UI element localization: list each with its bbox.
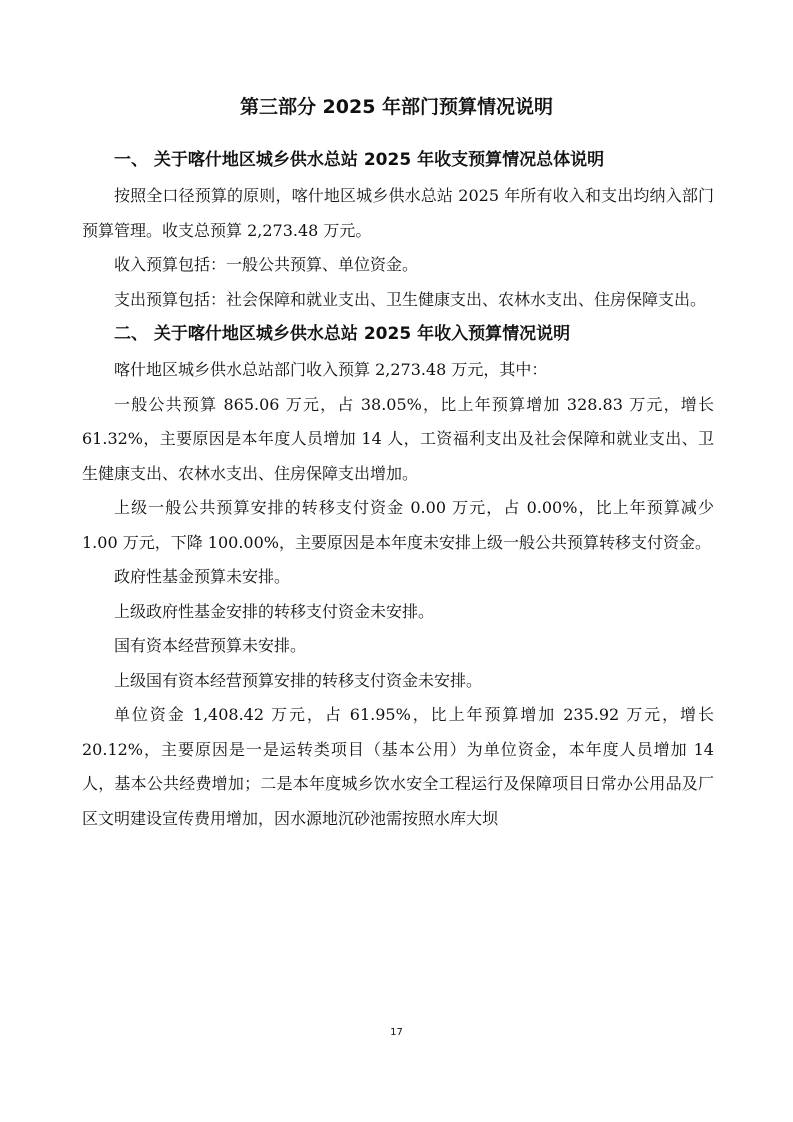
paragraph: 上级政府性基金安排的转移支付资金未安排。 xyxy=(114,601,435,621)
paragraph: 收入预算包括：一般公共预算、单位资金。 xyxy=(114,255,419,274)
paragraph: 政府性基金预算未安排。 xyxy=(114,567,291,586)
section-heading-2: 二、 关于喀什地区城乡供水总站 2025 年收入预算情况说明 xyxy=(114,324,571,344)
paragraph: 支出预算包括：社会保障和就业支出、卫生健康支出、农林水支出、住房保障支出。 xyxy=(114,289,707,309)
paragraph: 国有资本经营预算未安排。 xyxy=(114,636,307,655)
paragraph: 按照全口径预算的原则，喀什地区城乡供水总站 2025 年所有收入和支出均纳入部门预算管理。收支总预算 2,273.48 万元。 xyxy=(82,186,714,240)
page-title: 第三部分 2025 年部门预算情况说明 xyxy=(239,96,554,118)
page-number: 17 xyxy=(390,1027,403,1038)
paragraph: 喀什地区城乡供水总站部门收入预算 2,273.48 万元，其中： xyxy=(114,360,548,379)
section-heading-1: 一、 关于喀什地区城乡供水总站 2025 年收支预算情况总体说明 xyxy=(114,150,605,170)
paragraph: 单位资金 1,408.42 万元，占 61.95%，比上年预算增加 235.92 万元，增长 20.12%，主要原因是一是运转类项目（基本公用）为单位资金，本年度人员增加 14 人，基本公共经费增加；二是本年度城乡饮水安全工程运行及保障项目日常办公用品及厂区文明建设宣传费用增加，因水源地沉砂池需按照水库大坝 xyxy=(82,705,714,828)
paragraph: 上级国有资本经营预算安排的转移支付资金未安排。 xyxy=(114,670,483,690)
paragraph: 一般公共预算 865.06 万元，占 38.05%，比上年预算增加 328.83 万元，增长 61.32%，主要原因是本年度人员增加 14 人，工资福利支出及社会保障和就业支出、卫生健康支出、农林水支出、住房保障支出增加。 xyxy=(82,394,714,483)
paragraph: 上级一般公共预算安排的转移支付资金 0.00 万元，占 0.00%，比上年预算减少 1.00 万元，下降 100.00%，主要原因是本年度未安排上级一般公共预算转移支付资金。 xyxy=(82,498,714,552)
document-body xyxy=(82,143,714,836)
